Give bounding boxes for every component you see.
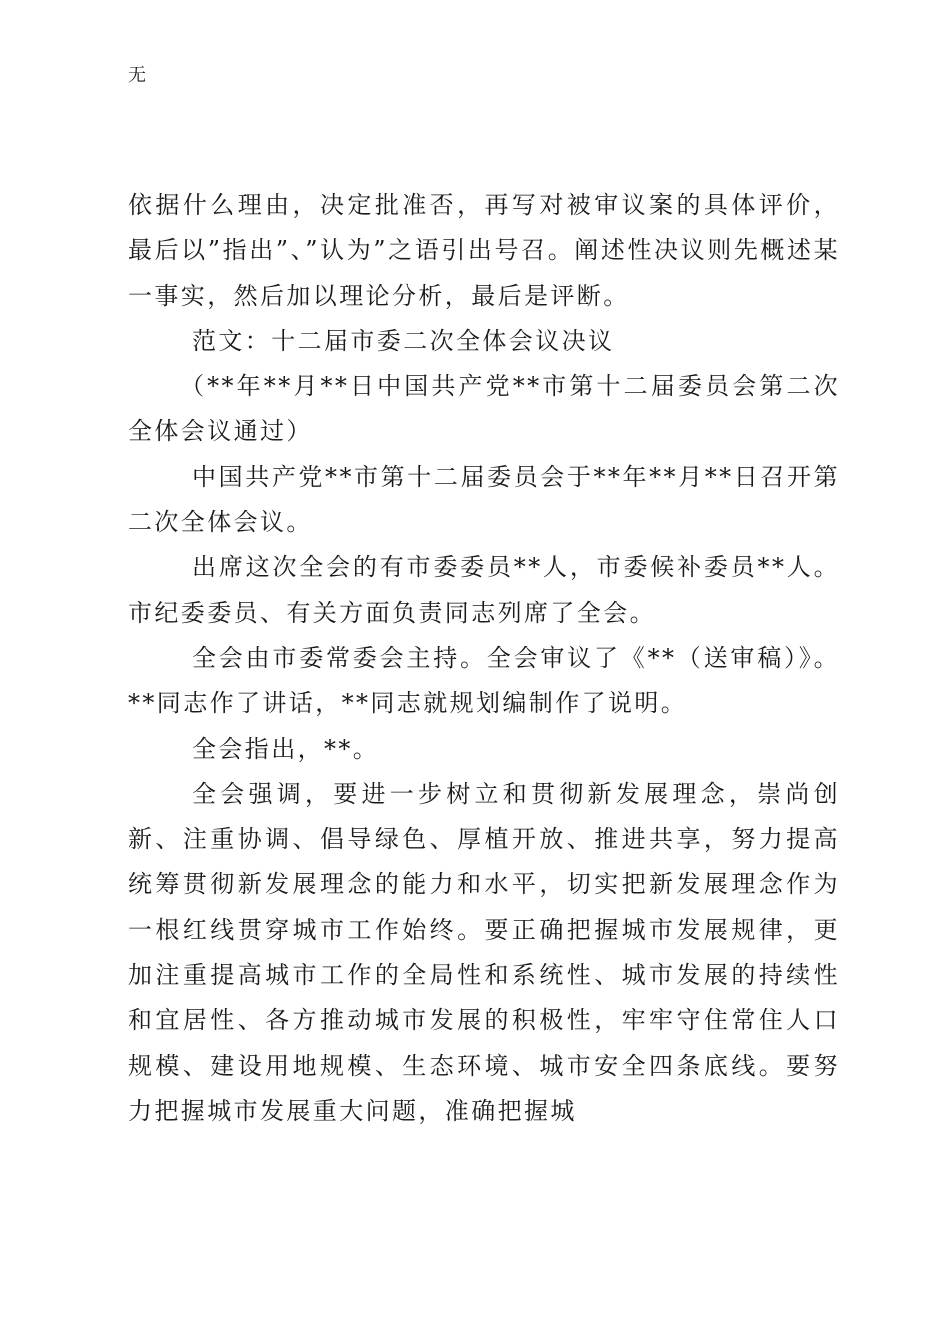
- paragraph-continuation: 依据什么理由，决定批准否，再写对被审议案的具体评价，最后以”指出”、”认为”之语引出号召。阐述性决议则先概述某一事实，然后加以理论分析，最后是评断。: [128, 191, 840, 310]
- sample-title: 范文：十二届市委二次全体会议决议: [192, 326, 615, 355]
- adoption-note: （**年**月**日中国共产党**市第十二届委员会第二次全体会议通过）: [128, 372, 840, 446]
- paragraph-review: 全会由市委常委会主持。全会审议了《**（送审稿）》。**同志作了讲话，**同志就规划编制作了说明。: [128, 643, 840, 718]
- page-header: 无: [128, 65, 146, 86]
- paragraph-attendance: 出席这次全会的有市委委员**人，市委候补委员**人。市纪委委员、有关方面负责同志列席了全会。: [128, 553, 840, 627]
- paragraph-meeting: 中国共产党**市第十二届委员会于**年**月**日召开第二次全体会议。: [128, 462, 840, 537]
- document-body: [128, 183, 840, 1134]
- paragraph-points-out: 全会指出，**。: [192, 734, 380, 763]
- paragraph-emphasis: 全会强调，要进一步树立和贯彻新发展理念，崇尚创新、注重协调、倡导绿色、厚植开放、推进共享，努力提高统筹贯彻新发展理念的能力和水平，切实把新发展理念作为一根红线贯穿城市工作始终。要正确把握城市发展规律，更加注重提高城市工作的全局性和系统性、城市发展的持续性和宜居性、各方推动城市发展的积极性，牢牢守住常住人口规模、建设用地规模、生态环境、城市安全四条底线。要努力把握城市发展重大问题，准确把握城: [128, 779, 840, 1125]
